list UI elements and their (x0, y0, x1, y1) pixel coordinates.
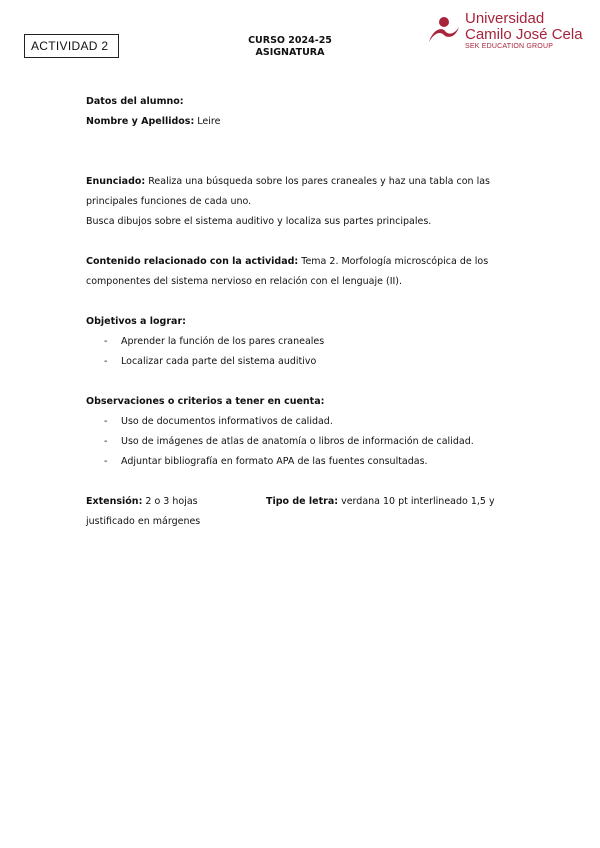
course-header (230, 35, 350, 59)
activity-label-box (24, 34, 119, 58)
font-block (266, 492, 495, 512)
statement-text-2: principales funciones de cada uno. (86, 196, 252, 207)
font-value-line-2: justificado en márgenes (86, 516, 201, 527)
objectives-label: Objetivos a lograr: (86, 316, 186, 327)
list-item: - Adjuntar bibliografía en formato APA de las fuentes consultadas. (86, 452, 516, 472)
name-label: Nombre y Apellidos: (86, 116, 195, 127)
university-emblem-icon (428, 15, 460, 43)
related-content-label: Contenido relacionado con la actividad: (86, 256, 299, 267)
extension-block (86, 492, 266, 512)
logo-line-group: SEK EDUCATION GROUP (465, 43, 554, 50)
course-year: CURSO 2024-25 (248, 35, 332, 46)
list-item: - Localizar cada parte del sistema auditivo (86, 352, 516, 372)
objectives-list (86, 332, 516, 372)
related-content-text-2: componentes del sistema nervioso en relación con el lenguaje (II). (86, 276, 403, 287)
document-body (86, 92, 516, 532)
statement-text-3: Busca dibujos sobre el sistema auditivo y localiza sus partes principales. (86, 216, 432, 227)
criteria-list (86, 412, 516, 472)
statement-line-1 (86, 172, 516, 192)
student-section-label: Datos del alumno: (86, 96, 184, 107)
related-content-text-1: Tema 2. Morfología microscópica de los (301, 256, 489, 267)
university-logo (428, 11, 598, 63)
statement-text-1: Realiza una búsqueda sobre los pares craneales y haz una tabla con las (148, 176, 490, 187)
font-value: verdana 10 pt interlineado 1,5 y (341, 496, 495, 507)
name-value: Leire (197, 116, 221, 127)
logo-wordmark (465, 11, 583, 51)
extension-label: Extensión: (86, 496, 143, 507)
criteria-label: Observaciones o criterios a tener en cuenta: (86, 396, 325, 407)
activity-label: ACTIVIDAD 2 (31, 39, 109, 53)
list-item: - Aprender la función de los pares craneales (86, 332, 516, 352)
student-name-line (86, 112, 516, 132)
logo-line-university: Universidad (465, 10, 545, 27)
subject-title: ASIGNATURA (255, 47, 325, 58)
list-item: - Uso de documentos informativos de calidad. (86, 412, 516, 432)
font-label: Tipo de letra: (266, 496, 339, 507)
format-row (86, 492, 516, 512)
list-item: - Uso de imágenes de atlas de anatomía o libros de información de calidad. (86, 432, 516, 452)
statement-label: Enunciado: (86, 176, 146, 187)
logo-line-name: Camilo José Cela (465, 26, 583, 43)
extension-value: 2 o 3 hojas (145, 496, 198, 507)
related-content-line-1 (86, 252, 516, 272)
